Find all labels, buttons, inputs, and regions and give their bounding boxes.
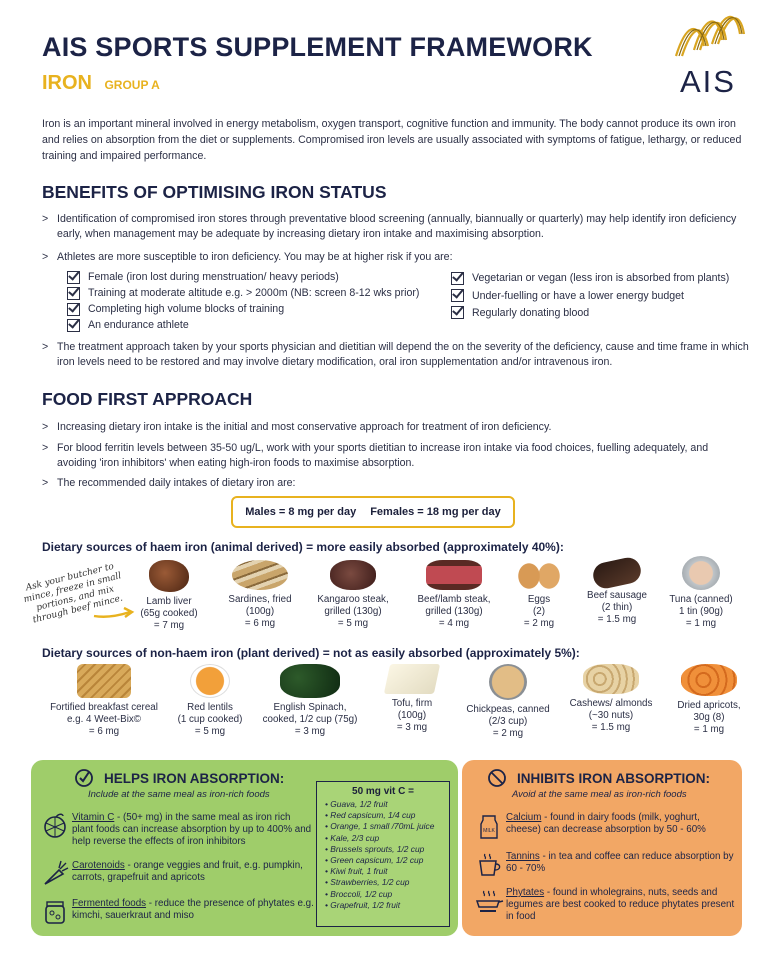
checkbox-icon	[67, 287, 80, 300]
bullet-marker: >	[42, 251, 49, 263]
paragraph-text: The treatment approach taken by your sports physician and dietitian will depend the on the severity of the deficiency, cause and time frame in which iron levels need to be restored and may involve dietary modification, oral iron supplementation and/or intravenous iron.	[57, 341, 749, 368]
risk-item: Training at moderate altitude e.g. > 2000m (NB: screen 8-12 wks prior)	[67, 285, 419, 301]
milk-carton-icon	[472, 812, 506, 840]
benefits-heading: BENEFITS OF OPTIMISING IRON STATUS	[42, 182, 387, 202]
beef-steak-icon	[426, 560, 482, 590]
food-eggs: Eggs (2) = 2 mg	[510, 560, 568, 630]
checkbox-icon	[67, 319, 80, 332]
paragraph-text: The recommended daily intakes of dietary iron are:	[57, 477, 296, 489]
carrot-icon	[38, 860, 72, 888]
food-first-paragraph-3	[42, 476, 750, 491]
list-item: • Guava, 1/2 fruit	[325, 799, 449, 810]
list-item: • Red capsicum, 1/4 cup	[325, 810, 449, 821]
risk-item: Completing high volume blocks of training	[67, 301, 419, 317]
checkbox-icon	[451, 306, 464, 319]
paragraph-text: Athletes are more susceptible to iron deficiency. You may be at higher risk if you are:	[57, 251, 453, 263]
inhibits-header	[487, 768, 710, 788]
benefits-paragraph-3	[42, 340, 750, 370]
inhibits-subheading: Avoid at the same meal as iron-rich foods	[512, 789, 687, 800]
bullet-marker: >	[42, 213, 49, 225]
sardines-icon	[232, 560, 288, 590]
benefits-paragraph-2	[42, 250, 750, 265]
arrow-icon	[92, 606, 136, 620]
page-subtitle	[42, 72, 160, 95]
prohibited-icon	[487, 768, 507, 788]
group-label: GROUP A	[104, 78, 160, 92]
risk-item: Vegetarian or vegan (less iron is absorbed from plants)	[451, 269, 729, 287]
helps-heading: HELPS IRON ABSORPTION:	[104, 770, 285, 786]
paragraph-text: Identification of compromised iron stores through preventative blood screening (annually, biannually or quarterly) may help identify iron deficiency early, when management may be adequate by increasing dietary iron intake and maximising absorption.	[57, 213, 737, 240]
inhibit-item-tannins: Tannins - in tea and coffee can reduce absorption by 60 - 70%	[472, 851, 734, 879]
food-lamb-liver: Lamb liver (65g cooked) = 7 mg	[134, 560, 204, 632]
inhibit-item-phytates: Phytates - found in wholegrains, nuts, seeds and legumes are best cooked to reduce phytates present in food	[472, 887, 736, 923]
list-item: • Grapefruit, 1/2 fruit	[325, 900, 449, 911]
lamb-liver-icon	[149, 560, 189, 592]
food-beef-lamb-steak: Beef/lamb steak, grilled (130g) = 4 mg	[410, 560, 498, 630]
vitamin-c-box	[316, 781, 450, 927]
risk-item: An endurance athlete	[67, 317, 419, 333]
chickpeas-icon	[489, 664, 527, 700]
lentils-icon	[190, 664, 230, 698]
food-beef-sausage: Beef sausage (2 thin) = 1.5 mg	[580, 560, 654, 626]
orange-fruit-icon	[38, 812, 72, 848]
food-first-paragraph-2	[42, 441, 750, 471]
risk-item: Regularly donating blood	[451, 304, 729, 321]
check-circle-icon	[74, 768, 94, 788]
cooking-pan-icon	[472, 887, 506, 923]
checkbox-icon	[67, 271, 80, 284]
males-intake: Males = 8 mg per day	[245, 506, 357, 518]
food-cashews-almonds: Cashews/ almonds (~30 nuts) = 1.5 mg	[564, 664, 658, 734]
topic-label: IRON	[42, 72, 92, 94]
jar-icon	[38, 898, 72, 926]
logo-text: AIS	[680, 64, 736, 99]
checkbox-icon	[67, 303, 80, 316]
help-item-fermented: Fermented foods - reduce the presence of phytates e.g. kimchi, sauerkraut and miso	[38, 898, 314, 926]
paragraph-text: For blood ferritin levels between 35-50 ug/L, work with your sports dietitian to increase iron intake via food choices, fuelling adequately, and avoiding 'iron inhibitors' when eating high-iron foods to maximise absorption.	[57, 442, 709, 469]
tuna-can-icon	[682, 556, 720, 590]
helps-subheading: Include at the same meal as iron-rich foods	[88, 789, 270, 800]
haem-heading: Dietary sources of haem iron (animal derived) = more easily absorbed (approximately 40%):	[42, 540, 564, 554]
inhibits-heading: INHIBITS IRON ABSORPTION:	[517, 770, 711, 786]
daily-intake-box	[231, 496, 515, 528]
risk-item: Under-fuelling or have a lower energy budget	[451, 287, 729, 304]
food-tuna: Tuna (canned) 1 tin (90g) = 1 mg	[664, 556, 738, 630]
benefits-paragraph-1	[42, 212, 750, 242]
food-chickpeas: Chickpeas, canned (2/3 cup) = 2 mg	[458, 664, 558, 740]
list-item: • Strawberries, 1/2 cup	[325, 877, 449, 888]
bullet-marker: >	[42, 341, 49, 353]
food-red-lentils: Red lentils (1 cup cooked) = 5 mg	[172, 664, 248, 738]
help-item-vitamin-c: Vitamin C - (50+ mg) in the same meal as iron rich plant foods can increase absorption by up to 400% and help reverse the effects of iron inhibitors	[38, 812, 314, 848]
risk-list-left	[67, 269, 419, 333]
inhibit-item-calcium: MILK Calcium - found in dairy foods (milk, yoghurt, cheese) can decrease absorption by 50 - 60%	[472, 812, 734, 840]
food-kangaroo-steak: Kangaroo steak, grilled (130g) = 5 mg	[312, 560, 394, 630]
bullet-marker: >	[42, 421, 49, 433]
food-spinach: English Spinach, cooked, 1/2 cup (75g) = 3 mg	[254, 664, 366, 738]
food-dried-apricots: Dried apricots, 30g (8) = 1 mg	[668, 664, 750, 736]
page-title: AIS SPORTS SUPPLEMENT FRAMEWORK	[42, 32, 593, 62]
vitamin-c-heading: 50 mg vit C =	[352, 786, 414, 797]
intro-paragraph: Iron is an important mineral involved in energy metabolism, oxygen transport, cognitive function and immunity. The body cannot produce its own iron and relies on absorption from the diet or supplements. Compromised iron levels are usually associated with symptoms of fatigue, lethargy, or reduced training and impaired performance.	[42, 118, 742, 162]
milk-label: MILK	[483, 828, 495, 834]
apricots-icon	[681, 664, 737, 696]
list-item: • Kale, 2/3 cup	[325, 833, 449, 844]
list-item: • Brussels sprouts, 1/2 cup	[325, 844, 449, 855]
list-item: • Broccoli, 1/2 cup	[325, 889, 449, 900]
nuts-icon	[583, 664, 639, 694]
food-first-paragraph-1	[42, 420, 750, 435]
tofu-icon	[384, 664, 440, 694]
kangaroo-steak-icon	[330, 560, 376, 590]
eggs-icon	[515, 560, 563, 590]
risk-item: Female (iron lost during menstruation/ heavy periods)	[67, 269, 419, 285]
checkbox-icon	[451, 289, 464, 302]
sausage-icon	[591, 555, 643, 590]
cereal-icon	[77, 664, 131, 698]
paragraph-text: Increasing dietary iron intake is the initial and most conservative approach for treatment of iron deficiency.	[57, 421, 552, 433]
spinach-icon	[280, 664, 340, 698]
list-item: • Kiwi fruit, 1 fruit	[325, 866, 449, 877]
nonhaem-heading: Dietary sources of non-haem iron (plant derived) = not as easily absorbed (approximately 5%):	[42, 646, 580, 660]
food-cereal: Fortified breakfast cereal e.g. 4 Weet-Bix© = 6 mg	[38, 664, 170, 738]
coffee-cup-icon	[472, 851, 506, 879]
list-item: • Orange, 1 small /70mL juice	[325, 821, 449, 832]
list-item: • Green capsicum, 1/2 cup	[325, 855, 449, 866]
females-intake: Females = 18 mg per day	[370, 506, 501, 518]
food-tofu: Tofu, firm (100g) = 3 mg	[376, 664, 448, 734]
helps-header	[74, 768, 284, 788]
food-sardines: Sardines, fried (100g) = 6 mg	[222, 560, 298, 630]
food-first-heading: FOOD FIRST APPROACH	[42, 389, 253, 409]
risk-list-right	[451, 269, 729, 321]
bullet-marker: >	[42, 442, 49, 454]
checkbox-icon	[451, 272, 464, 285]
help-item-carotenoids: Carotenoids - orange veggies and fruit, e.g. pumpkin, carrots, grapefruit and apricots	[38, 860, 314, 888]
butcher-note: Ask your butcher to mince, freeze in small portions, and mix through beef mince.	[22, 561, 124, 626]
bullet-marker: >	[42, 477, 49, 489]
vitamin-c-list	[317, 799, 449, 911]
